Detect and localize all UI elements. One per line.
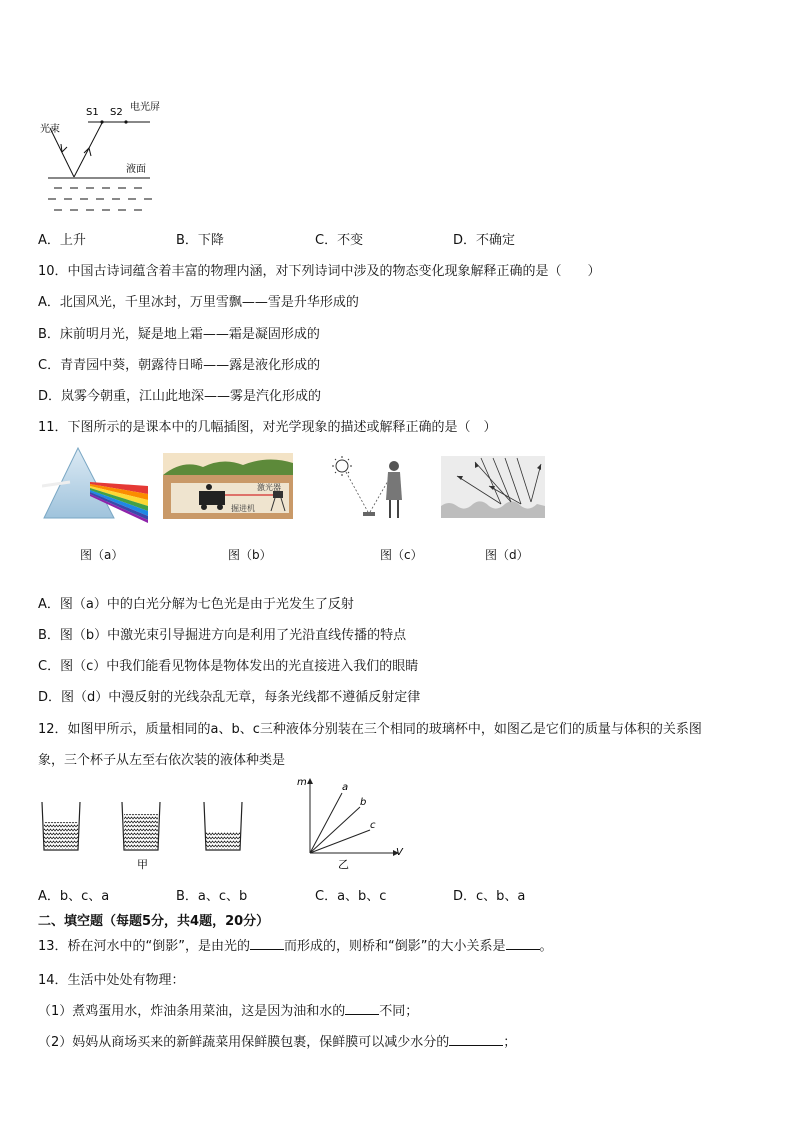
- q11-option-a[interactable]: A．图（a）中的白光分解为七色光是由于光发生了反射: [38, 597, 354, 612]
- sun-icon: [336, 460, 348, 472]
- machine-label: 掘进机: [231, 504, 255, 513]
- beakers-figure: [40, 800, 250, 876]
- q14-stem: 14．生活中处处有物理：: [38, 973, 185, 988]
- q11-option-b[interactable]: B．图（b）中激光束引导掘进方向是利用了光沿直线传播的特点: [38, 628, 407, 643]
- q9-option-d[interactable]: D．不确定: [453, 233, 516, 248]
- beam-label: 光束: [40, 124, 60, 135]
- beaker-1: [42, 802, 80, 850]
- label-yi: 乙: [338, 858, 349, 871]
- q10-option-d[interactable]: D．岚雾今朝重，江山此地深——雾是汽化形成的: [38, 389, 322, 404]
- figure-a-prism: [42, 446, 150, 528]
- q13-part3: 。: [539, 939, 553, 954]
- q14-sub2-a: （2）妈妈从商场买来的新鲜蔬菜用保鲜膜包裹，保鲜膜可以减少水分的: [38, 1035, 450, 1050]
- boring-machine: [199, 491, 225, 505]
- caption-a: 图（a）: [80, 548, 124, 562]
- q9-option-a[interactable]: A．上升: [38, 233, 86, 248]
- q11-option-c[interactable]: C．图（c）中我们能看见物体是物体发出的光直接进入我们的眼睛: [38, 659, 419, 674]
- q13-part2: 而形成的，则桥和“倒影”的大小关系是: [284, 939, 506, 954]
- s1-label: S1: [86, 107, 99, 118]
- q13-part1: 13．桥在河水中的“倒影”，是由光的: [38, 939, 251, 954]
- line-c: [310, 830, 370, 853]
- label-b: b: [360, 797, 367, 808]
- laser-device: [273, 491, 283, 498]
- q11-option-d[interactable]: D．图（d）中漫反射的光线杂乱无章，每条光线都不遵循反射定律: [38, 690, 421, 705]
- liquid-level-diagram: [40, 98, 170, 223]
- q10-option-c[interactable]: C．青青园中葵，朝露待日晞——露是液化形成的: [38, 358, 321, 373]
- surface-label: 液面: [126, 164, 146, 175]
- q12-option-b[interactable]: B．a、c、b: [176, 889, 248, 904]
- s2-label: S2: [110, 107, 123, 118]
- figure-b-tunnel: [163, 453, 293, 523]
- label-jia: 甲: [137, 858, 148, 871]
- q14-sub1-a: （1）煮鸡蛋用水，炸油条用菜油，这是因为油和水的: [38, 1004, 346, 1019]
- s1-point: [100, 120, 103, 123]
- beaker-2-liquid: [124, 814, 158, 849]
- liquid-dashes: [48, 188, 152, 210]
- beaker-3: [204, 802, 242, 850]
- q12-option-d[interactable]: D．c、b、a: [453, 889, 526, 904]
- mass-volume-graph: [292, 775, 407, 877]
- q13-blank-1[interactable]: [250, 937, 284, 950]
- section-2-heading: 二、填空题（每题5分，共4题，20分）: [38, 914, 270, 929]
- q14-sub2-b: ；: [503, 1035, 517, 1050]
- axis-v-label: V: [396, 847, 403, 858]
- line-b: [310, 807, 360, 853]
- q12-stem-line2: 象，三个杯子从左至右依次装的液体种类是: [38, 753, 286, 768]
- beaker-3-liquid: [206, 832, 240, 849]
- person-body: [386, 472, 402, 500]
- laser-label: 激光器: [257, 483, 281, 492]
- q14-sub1-b: 不同；: [379, 1004, 419, 1019]
- reflected-beam: [74, 123, 102, 177]
- figure-d-diffuse: [441, 456, 545, 522]
- q14-blank-1[interactable]: [345, 1002, 379, 1015]
- label-a: a: [342, 782, 349, 793]
- q13-text: [38, 935, 553, 954]
- screen-label: 电光屏: [130, 102, 160, 113]
- beaker-1-liquid: [44, 822, 78, 849]
- incident-arrow: [61, 144, 67, 152]
- caption-d: 图（d）: [485, 548, 529, 562]
- q14-sub1: [38, 1000, 418, 1019]
- q10-option-a[interactable]: A．北国风光，千里冰封，万里雪飘——雪是升华形成的: [38, 295, 359, 310]
- book-icon: [363, 512, 375, 516]
- caption-c: 图（c）: [380, 548, 423, 562]
- q12-stem-line1: 12．如图甲所示，质量相同的a、b、c三种液体分别装在三个相同的玻璃杯中，如图乙是它们的质量与体积的关系图: [38, 722, 702, 737]
- figure-c-seeing: [330, 456, 420, 528]
- q11-stem: 11．下图所示的是课本中的几幅插图，对光学现象的描述或解释正确的是（ ）: [38, 420, 497, 435]
- s2-point: [124, 120, 127, 123]
- q12-option-c[interactable]: C．a、b、c: [315, 889, 387, 904]
- person-head: [389, 461, 399, 471]
- q13-blank-2[interactable]: [506, 937, 540, 950]
- q14-blank-2[interactable]: [449, 1033, 503, 1046]
- q14-sub2: [38, 1031, 516, 1050]
- line-a: [310, 793, 342, 853]
- q9-option-b[interactable]: B．下降: [176, 233, 224, 248]
- q10-option-b[interactable]: B．床前明月光，疑是地上霜——霜是凝固形成的: [38, 327, 320, 342]
- label-c: c: [370, 820, 376, 831]
- caption-b: 图（b）: [228, 548, 272, 562]
- beaker-2: [122, 802, 160, 850]
- q10-stem: 10．中国古诗词蕴含着丰富的物理内涵，对下列诗词中涉及的物态变化现象解释正确的是（ ）: [38, 264, 601, 279]
- q12-option-a[interactable]: A．b、c、a: [38, 889, 110, 904]
- axis-m-label: m: [297, 777, 307, 788]
- q9-option-c[interactable]: C．不变: [315, 233, 364, 248]
- q9-figure: [40, 98, 170, 223]
